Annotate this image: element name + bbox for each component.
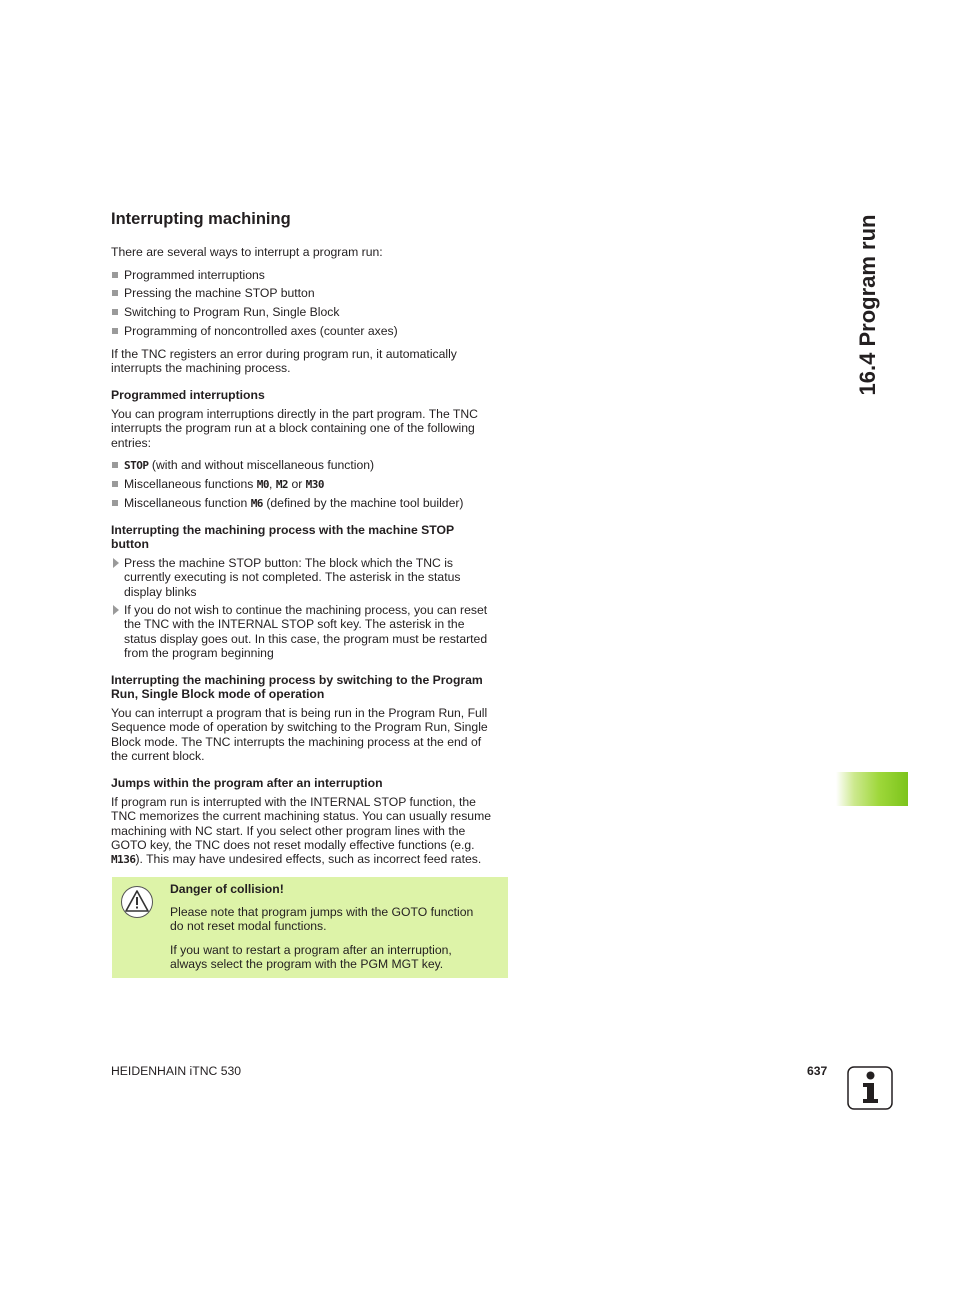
square-bullet-icon [112,272,118,278]
footer-product-name: HEIDENHAIN iTNC 530 [111,1064,242,1078]
square-bullet-icon [112,309,118,315]
list-item: Programmed interruptions [111,268,509,282]
warning-triangle-icon [120,885,154,919]
step-item: If you do not wish to continue the machining process, you can reset the TNC with the INTERNAL STOP soft key. The asterisk in the status display goes out. In this case, the program must be restarted from the program beginning [111,603,509,660]
list-item: Programming of noncontrolled axes (counter axes) [111,324,509,338]
arrow-bullet-icon [113,605,119,615]
single-block-paragraph: You can interrupt a program that is being run in the Program Run, Full Sequence mode of operation by switching to the Program Run, Single Block mode. The TNC interrupts the machining process at the end of the current block. [111,706,488,763]
jumps-paragraph: If program run is interrupted with the INTERNAL STOP function, the TNC memorizes the current machining status. You can usually resume machining with NC start. If you select other program lines with the GOTO key, the TNC does not reset modally effective functions (e.g. M136). This may have undesired effects, such as incorrect feed rates. [111,795,492,867]
list-item: Switching to Program Run, Single Block [111,305,509,319]
list-item: Pressing the machine STOP button [111,286,509,300]
info-icon [847,1066,893,1110]
section-title: Interrupting machining [111,210,291,228]
arrow-bullet-icon [113,558,119,568]
chapter-tab-marker [836,772,908,806]
square-bullet-icon [112,500,118,506]
error-paragraph: If the TNC registers an error during program run, it automatically interrupts the machining process. [111,347,457,376]
warning-paragraph-1: Please note that program jumps with the GOTO function do not reset modal functions. [170,905,474,934]
chapter-side-title: 16.4 Program run [855,214,880,396]
stop-button-heading: Interrupting the machining process with the machine STOP button [111,523,455,552]
square-bullet-icon [112,328,118,334]
page-number: 637 [807,1064,828,1078]
programmed-heading: Programmed interruptions [111,388,265,402]
list-item: Miscellaneous function M6 (defined by the machine tool builder) [111,496,509,511]
warning-title: Danger of collision! [170,882,284,896]
square-bullet-icon [112,290,118,296]
intro-text: There are several ways to interrupt a program run: [111,245,383,259]
square-bullet-icon [112,462,118,468]
programmed-paragraph: You can program interruptions directly in the part program. The TNC interrupts the program run at a block containing one of the following entries: [111,407,478,450]
single-block-heading: Interrupting the machining process by switching to the Program Run, Single Block mode of operation [111,673,483,702]
step-item: Press the machine STOP button: The block which the TNC is currently executing is not completed. The asterisk in the status display blinks [111,556,509,599]
square-bullet-icon [112,481,118,487]
list-item: Miscellaneous functions M0, M2 or M30 [111,477,509,492]
jumps-heading: Jumps within the program after an interruption [111,776,383,790]
list-item: STOP (with and without miscellaneous function) [111,458,509,473]
warning-paragraph-2: If you want to restart a program after an interruption, always select the program with the PGM MGT key. [170,943,452,972]
